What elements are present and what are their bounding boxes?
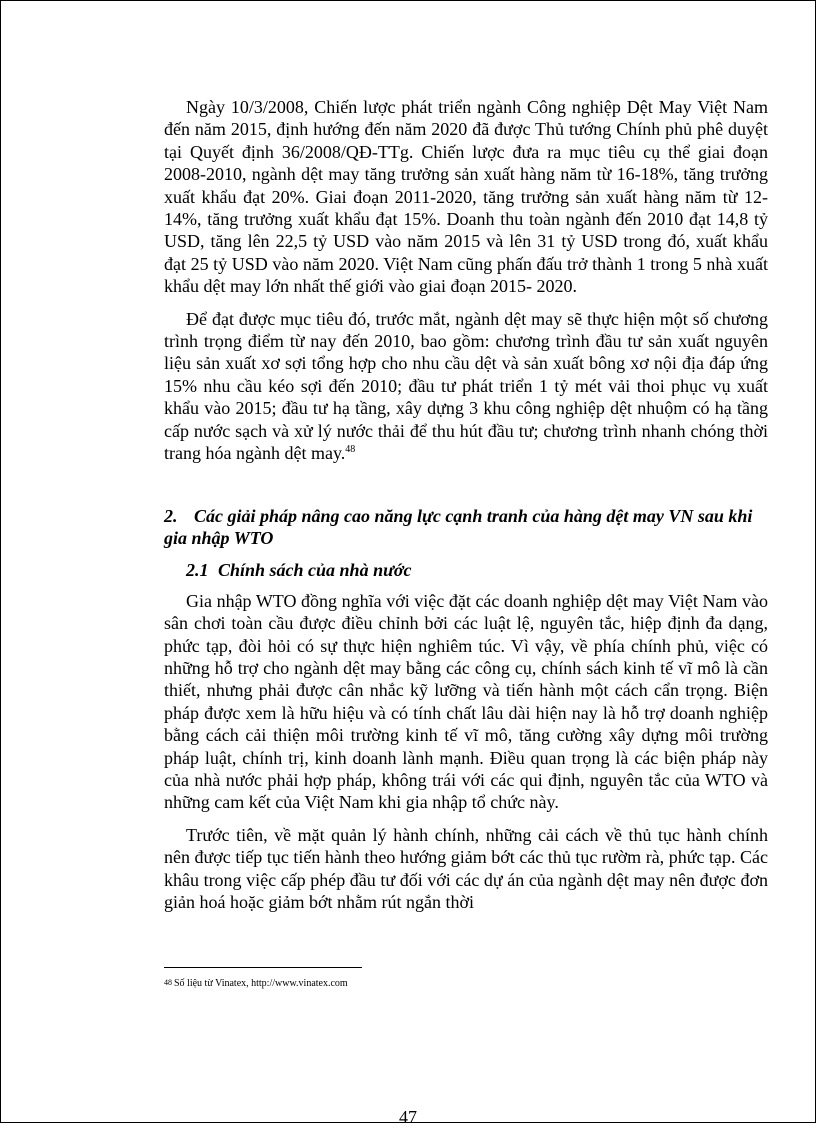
subsection-number: 2.1 bbox=[186, 560, 209, 581]
section-title: Các giải pháp nâng cao năng lực cạnh tranh của hàng dệt may VN sau khi gia nhập WTO bbox=[164, 505, 753, 548]
footnote bbox=[164, 976, 348, 990]
body-paragraph-with-footnote bbox=[164, 308, 768, 465]
page-border-top bbox=[0, 0, 816, 1]
subsection-heading bbox=[186, 559, 768, 581]
body-paragraph: Gia nhập WTO đồng nghĩa với việc đặt các doanh nghiệp dệt may Việt Nam vào sân chơi toàn cầu được điều chỉnh bởi các luật lệ, nguyên tắc, hiệp định đa dạng, phức tạp, đòi hỏi có sự thực hiện nghiêm túc. Vì vậy, về phía chính phủ, việc có những hỗ trợ cho ngành dệt may bằng các công cụ, chính sách kinh tế vĩ mô là cần thiết, nhưng phải được cân nhắc kỹ lưỡng và tiến hành một cách cẩn trọng. Biện pháp được xem là hữu hiệu và có tính chất lâu dài hiện nay là hỗ trợ doanh nghiệp bằng cách cải thiện môi trường kinh tế vĩ mô, tăng cường xây dựng môi trường pháp luật, chính trị, kinh doanh lành mạnh. Điều quan trọng là các biện pháp này của nhà nước phải hợp pháp, không trái với các qui định, nguyên tắc của WTO và những cam kết của Việt Nam khi gia nhập tổ chức này. bbox=[164, 590, 768, 813]
body-paragraph: Ngày 10/3/2008, Chiến lược phát triển ngành Công nghiệp Dệt May Việt Nam đến năm 2015, định hướng đến năm 2020 đã được Thủ tướng Chính phủ phê duyệt tại Quyết định 36/2008/QĐ-TTg. Chiến lược đưa ra mục tiêu cụ thể giai đoạn 2008-2010, ngành dệt may tăng trưởng sản xuất hàng năm từ 16-18%, tăng trưởng xuất khẩu đạt 20%. Giai đoạn 2011-2020, tăng trưởng sản xuất hàng năm từ 12-14%, tăng trưởng xuất khẩu đạt 15%. Doanh thu toàn ngành đến 2010 đạt 14,8 tỷ USD, tăng lên 22,5 tỷ USD vào năm 2015 và lên 31 tỷ USD trong đó, xuất khẩu đạt 25 tỷ USD vào năm 2020. Việt Nam cũng phấn đấu trở thành 1 trong 5 nhà xuất khẩu dệt may lớn nhất thế giới vào giai đoạn 2015- 2020. bbox=[164, 97, 768, 297]
section-heading bbox=[164, 505, 768, 550]
page-border-left bbox=[0, 0, 1, 1123]
subsection-title: Chính sách của nhà nước bbox=[218, 560, 412, 581]
footnote-number: 48 bbox=[164, 978, 172, 987]
footnote-reference[interactable]: 48 bbox=[345, 444, 356, 456]
section-number: 2. bbox=[164, 505, 178, 526]
page-number: 47 bbox=[399, 1107, 417, 1127]
body-paragraph: Trước tiên, về mặt quản lý hành chính, những cải cách về thủ tục hành chính nên được tiếp tục tiến hành theo hướng giảm bớt các thủ tục rườm rà, phức tạp. Các khâu trong việc cấp phép đầu tư đối với các dự án của ngành dệt may nên được đơn giản hoá hoặc giảm bớt nhằm rút ngắn thời bbox=[164, 824, 768, 912]
page-body bbox=[164, 96, 768, 923]
footnote-text: Số liệu từ Vinatex, http://www.vinatex.com bbox=[174, 978, 348, 989]
footnote-separator bbox=[164, 967, 362, 968]
paragraph-text: Để đạt được mục tiêu đó, trước mắt, ngành dệt may sẽ thực hiện một số chương trình trọng điểm từ nay đến 2010, bao gồm: chương trình đầu tư sản xuất nguyên liệu sản xuất xơ sợi tổng hợp cho nhu cầu dệt và sản xuất bông xơ nội địa đáp ứng 15% nhu cầu kéo sợi đến 2010; đầu tư phát triển 1 tỷ mét vải thoi phục vụ xuất khẩu vào 2015; đầu tư hạ tầng, xây dựng 3 khu công nghiệp dệt nhuộm có hạ tầng cấp nước sạch và xử lý nước thải để thu hút đầu tư; chương trình nhanh chóng thời trang hóa ngành dệt may. bbox=[164, 308, 768, 464]
